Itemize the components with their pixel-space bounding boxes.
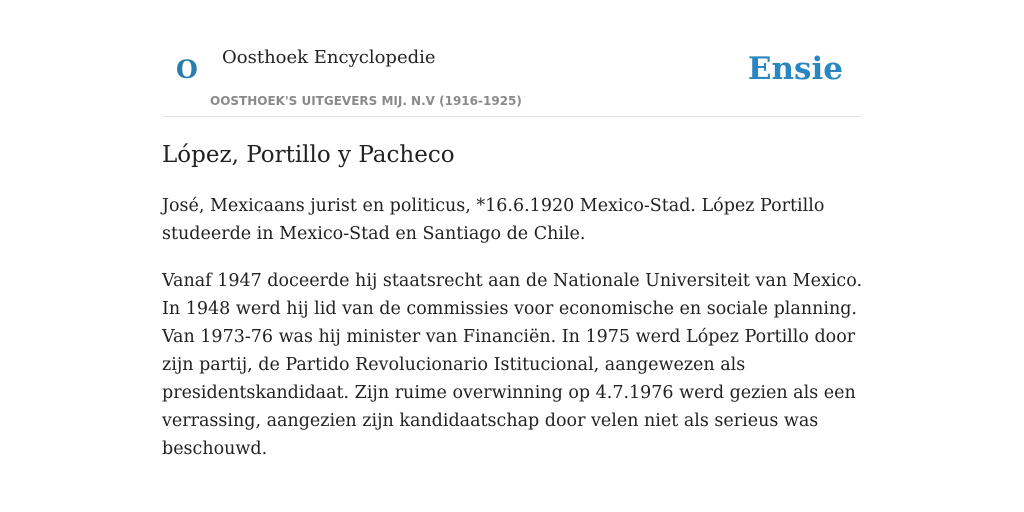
publication-title[interactable]: Oosthoek Encyclopedie [222, 47, 436, 68]
publisher-name: OOSTHOEK'S UITGEVERS MIJ. N.V (1916-1925) [210, 94, 522, 108]
ensie-logo[interactable]: Ensie [747, 51, 843, 87]
article-title: López, Portillo y Pacheco [162, 142, 455, 168]
article-paragraph: José, Mexicaans jurist en politicus, *16.6.1920 Mexico-Stad. López Portillo studeerde in Mexico-Stad en Santiago de Chile. [162, 196, 825, 244]
article-paragraph: Vanaf 1947 doceerde hij staatsrecht aan de Nationale Universiteit van Mexico. In 1948 werd hij lid van de commissies voor economische en sociale planning. Van 1973-76 was hij minister van Financiën. In 1975 werd López Portillo door zijn partij, de Partido Revolucionario Istitucional, aangewezen als presidentskandidaat. Zijn ruime overwinning op 4.7.1976 werd gezien als een verrassing, aangezien zijn kandidaatschap door velen niet als serieus was beschouwd. [162, 271, 863, 459]
page-container [162, 0, 863, 459]
oosthoek-logo-icon[interactable]: O [176, 55, 198, 84]
publication-header [162, 0, 862, 117]
